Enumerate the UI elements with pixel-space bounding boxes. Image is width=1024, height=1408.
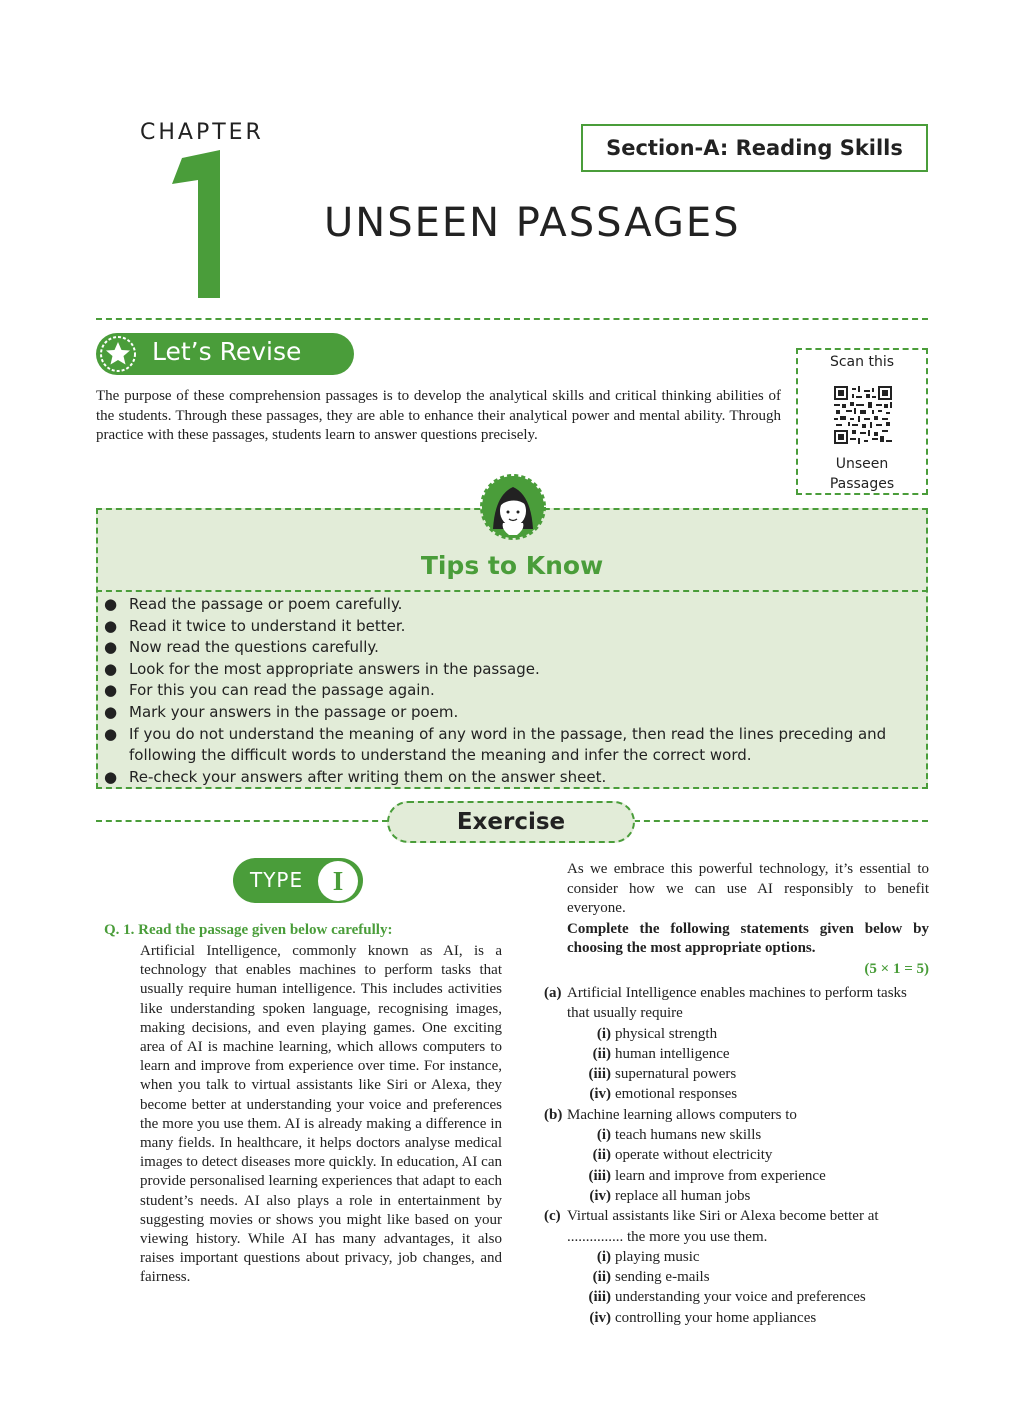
mcq-list [544, 983, 930, 1328]
type-label: TYPE [250, 868, 304, 892]
option-number: (iv) [589, 1086, 611, 1103]
mcq-option[interactable] [567, 1084, 930, 1104]
option-number: (iii) [588, 1289, 611, 1306]
tip-item [104, 680, 924, 702]
option-number: (ii) [592, 1269, 611, 1286]
mcq-option[interactable] [567, 1125, 930, 1145]
marks-label: (5 × 1 = 5) [864, 960, 929, 977]
tip-text: Read it twice to understand it better. [129, 616, 406, 635]
scan-caption: Scan this [829, 354, 895, 370]
option-text: supernatural powers [615, 1066, 737, 1083]
mcq-option[interactable] [567, 1267, 930, 1287]
tips-title: Tips to Know [420, 551, 604, 580]
option-number: (iv) [589, 1309, 611, 1326]
mcq-option[interactable] [567, 1166, 930, 1186]
tip-item [104, 659, 924, 681]
tip-text: For this you can read the passage again. [129, 681, 435, 700]
scan-title-line1: Unseen [835, 456, 889, 472]
tip-text: Mark your answers in the passage or poem. [129, 702, 459, 721]
passage-end-text: As we embrace this powerful technology, it’s essential to consider how we can use AI responsibly to benefit everyone. [567, 861, 929, 916]
mcq-option[interactable] [567, 1064, 930, 1084]
tip-text: Look for the most appropriate answers in the passage. [129, 659, 540, 678]
passage-text: Artificial Intelligence, commonly known as AI, is a technology that enables machines to perform tasks that usually require human intelligence. This includes activities like understanding spoken language, recognising images, making decisions, and even playing games. One exciting area of AI is machine learning, which allows computers to learn and improve from experience over time. For instance, when you talk to virtual assistants like Siri or Alexa, they become better at understanding your voice and preferences the more you use them. AI is already making a difference in many fields. In healthcare, it helps doctors analyse medical images to detect diseases more quickly. In education, AI can provide personalised learning experiences that adapt to each student’s needs. AI also plays a role in entertainment by suggesting movies or shows you might like based on your viewing history. While AI has many advantages, it also raises important questions about privacy, job changes, and fairness. [140, 943, 502, 1286]
tip-item [104, 702, 924, 724]
tips-list [104, 594, 924, 788]
exercise-heading: Exercise [387, 801, 635, 843]
qr-code-icon[interactable] [834, 386, 892, 444]
tip-item [104, 616, 924, 638]
question-heading: Q. 1. Read the passage given below carefully: [104, 922, 393, 938]
mcq-option[interactable] [567, 1308, 930, 1328]
option-text: playing music [615, 1248, 700, 1265]
option-number: (ii) [592, 1045, 611, 1062]
option-text: understanding your voice and preferences [615, 1289, 866, 1306]
section-label: Section-A: Reading Skills [581, 124, 928, 172]
tip-item [104, 637, 924, 659]
mcq-label: (b) [544, 1106, 563, 1123]
tips-divider [96, 590, 928, 592]
scan-title [798, 454, 926, 494]
bullet-icon: ● [104, 595, 118, 613]
bullet-icon: ● [104, 702, 118, 721]
bullet-icon: ● [104, 659, 118, 678]
lets-revise-label: Let’s Revise [152, 337, 302, 366]
mcq-option[interactable] [567, 1044, 930, 1064]
tip-text: Re-check your answers after writing them on the answer sheet. [129, 767, 607, 786]
svg-text:1: 1 [160, 150, 161, 151]
option-number: (iii) [588, 1167, 611, 1184]
tip-text: Now read the questions carefully. [129, 638, 379, 657]
mcq-option[interactable] [567, 1186, 930, 1206]
option-number: (ii) [592, 1147, 611, 1164]
option-number: (iii) [588, 1066, 611, 1083]
intro-paragraph: The purpose of these comprehension passages is to develop the analytical skills and critical thinking abilities of the students. Through these passages, they are able to enhance their analytical power and mental ability. Through practice with these passages, students learn to answer questions precisely. [96, 388, 781, 443]
option-text: emotional responses [615, 1086, 738, 1103]
bullet-icon: ● [104, 767, 118, 786]
option-text: learn and improve from experience [615, 1167, 826, 1184]
bullet-icon: ● [104, 616, 118, 635]
option-text: operate without electricity [615, 1147, 773, 1164]
girl-avatar-icon [479, 473, 547, 541]
mcq-option[interactable] [567, 1247, 930, 1267]
qr-scan-box[interactable] [796, 348, 928, 495]
option-number: (i) [596, 1127, 611, 1144]
mcq-option[interactable] [567, 1024, 930, 1044]
tip-text: Read the passage or poem carefully. [129, 595, 403, 613]
option-text: human intelligence [615, 1045, 730, 1062]
bullet-icon: ● [104, 681, 118, 700]
bullet-icon: ● [104, 638, 118, 657]
bullet-icon: ● [104, 724, 118, 743]
option-text: sending e-mails [615, 1269, 710, 1286]
mcq-label: (c) [544, 1208, 561, 1225]
chapter-number [160, 150, 226, 298]
tip-item [104, 594, 924, 616]
mcq-label: (a) [544, 985, 562, 1001]
option-text: teach humans new skills [615, 1127, 762, 1144]
star-icon [99, 335, 137, 373]
option-text: controlling your home appliances [615, 1309, 817, 1326]
divider [96, 318, 928, 320]
exercise-divider-right [634, 820, 928, 822]
tip-item [104, 724, 924, 767]
mcq-option[interactable] [567, 1287, 930, 1307]
page-title: UNSEEN PASSAGES [324, 200, 741, 246]
chapter-word: CHAPTER [140, 120, 264, 145]
option-number: (iv) [589, 1187, 611, 1204]
mcq-item [544, 983, 930, 1105]
tip-text: If you do not understand the meaning of any word in the passage, then read the lines preceding and following the difficult words to understand the meaning and infer the correct word. [129, 724, 887, 765]
mcq-stem: Artificial Intelligence enables machines to perform tasks that usually require [567, 985, 907, 1022]
mcq-stem: Virtual assistants like Siri or Alexa become better at ............... the more you use them. [567, 1208, 879, 1245]
mcq-item [544, 1105, 930, 1206]
right-column [567, 860, 929, 979]
option-number: (i) [596, 1248, 611, 1265]
mcq-stem: Machine learning allows computers to [567, 1106, 797, 1123]
scan-title-line2: Passages [829, 476, 895, 492]
option-number: (i) [596, 1025, 611, 1042]
mcq-item [544, 1206, 930, 1328]
option-text: replace all human jobs [615, 1187, 751, 1204]
type-numeral: I [318, 861, 358, 901]
exercise-divider-left [96, 820, 388, 822]
question-instruction: Complete the following statements given below by choosing the most appropriate options. [567, 920, 929, 956]
mcq-option[interactable] [567, 1145, 930, 1165]
option-text: physical strength [615, 1025, 718, 1042]
tip-item [104, 767, 924, 789]
